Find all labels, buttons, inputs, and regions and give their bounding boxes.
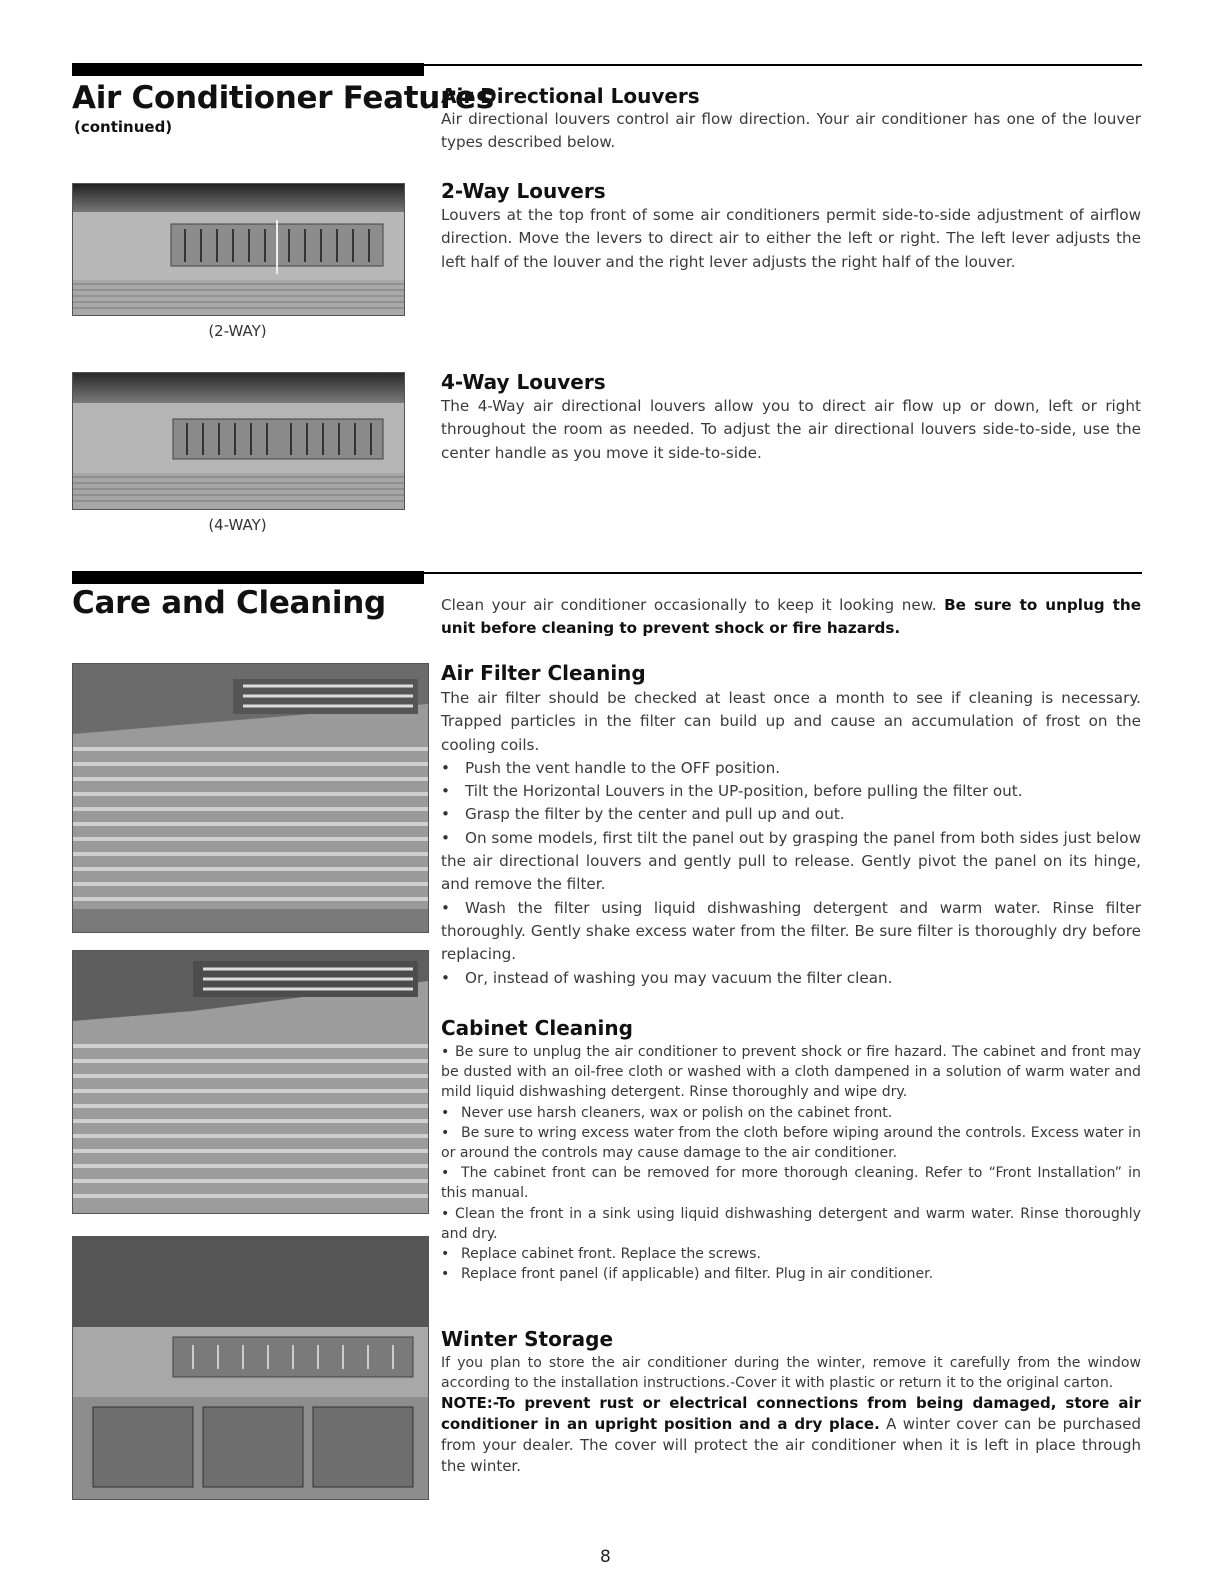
four-way-louver-photo xyxy=(72,372,405,510)
louvers-text: Air directional louvers control air flow direction. Your air conditioner has one of the louver types described below. xyxy=(441,110,1141,152)
four-way-caption: (4-WAY) xyxy=(208,516,267,534)
two-way-text: Louvers at the top front of some air conditioners permit side-to-side adjustment of airflow direction. Move the levers to direct air to either the left or right. The left lever adjusts the left half of the louver and the right lever adjusts the right half of the louver. xyxy=(441,206,1141,271)
two-way-louver-photo xyxy=(72,183,405,316)
care-intro-warning: Be sure to unplug the unit before cleaning to prevent shock or fire hazards. xyxy=(441,596,1142,638)
page-title-features: Air Conditioner Features xyxy=(72,80,494,116)
list-item: • Grasp the filter by the center and pull up and out. xyxy=(441,805,845,824)
air-filter-heading: Air Filter Cleaning xyxy=(441,661,646,685)
air-filter-photo xyxy=(72,663,429,933)
list-item: • Or, instead of washing you may vacuum the filter clean. xyxy=(441,968,893,987)
air-filter-list xyxy=(441,757,1141,990)
winter-storage-photo xyxy=(72,1236,429,1500)
list-item: • Be sure to unplug the air conditioner to prevent shock or fire hazard. The cabinet and front may be dusted with an oil-free cloth or washed with a cloth dampened in a solution of warm water and mild liquid dishwashing detergent. Rinse thoroughly and wipe dry. xyxy=(441,1044,1141,1101)
care-rule-thin xyxy=(424,572,1142,574)
cabinet-photo xyxy=(72,950,429,1214)
care-rule-thick xyxy=(72,571,424,584)
care-intro xyxy=(441,594,1141,641)
cabinet-body xyxy=(441,1042,1141,1284)
continued-label: (continued) xyxy=(74,118,173,136)
list-item: • Be sure to wring excess water from the cloth before wiping around the controls. Excess water in or around the controls may cause damage to the air conditioner. xyxy=(441,1124,1141,1162)
list-item: • Replace front panel (if applicable) and filter. Plug in air conditioner. xyxy=(441,1266,934,1283)
four-way-text: The 4-Way air directional louvers allow you to direct air flow up or down, left or right throughout the room as needed. To adjust the air directional louvers side-to-side, use the center handle as you move it side-to-side. xyxy=(441,397,1141,462)
list-item: • Push the vent handle to the OFF position. xyxy=(441,758,781,777)
two-way-caption: (2-WAY) xyxy=(208,322,267,340)
cabinet-list xyxy=(441,1042,1141,1284)
list-item: • On some models, first tilt the panel out by grasping the panel from both sides just below the air directional louvers and gently pull to release. Gently pivot the panel on its hinge, and remove the filter. xyxy=(441,828,1141,894)
air-filter-text: The air filter should be checked at least once a month to see if cleaning is necessary. Trapped particles in the filter can build up and cause an accumulation of frost on the cooling coils. xyxy=(441,689,1141,754)
two-way-heading: 2-Way Louvers xyxy=(441,179,606,203)
winter-note-rest: A winter cover can be purchased from your dealer. The cover will protect the air conditioner when it is left in place through the winter. xyxy=(441,1415,1141,1476)
page-number: 8 xyxy=(600,1547,611,1567)
care-intro-text: Clean your air conditioner occasionally to keep it looking new. xyxy=(441,596,937,614)
list-item: • Wash the filter using liquid dishwashing detergent and warm water. Rinse filter thoroughly. Gently shake excess water from the filter. Be sure filter is thoroughly dry before replacing. xyxy=(441,898,1141,964)
winter-heading: Winter Storage xyxy=(441,1327,614,1351)
section-rule-thick xyxy=(72,63,424,76)
winter-note xyxy=(441,1393,1141,1477)
air-filter-body xyxy=(441,687,1141,990)
list-item: • Tilt the Horizontal Louvers in the UP-position, before pulling the filter out. xyxy=(441,782,1023,801)
page-title-care: Care and Cleaning xyxy=(72,585,386,621)
winter-text: If you plan to store the air conditioner during the winter, remove it carefully from the window according to the installation instructions.-Cover it with plastic or return it to the original carton. xyxy=(441,1355,1141,1392)
winter-note-bold: NOTE:-To prevent rust or electrical connections from being damaged, store air conditioner in an upright position and a dry place. xyxy=(441,1394,1141,1434)
four-way-heading: 4-Way Louvers xyxy=(441,370,606,394)
list-item: • Never use harsh cleaners, wax or polish on the cabinet front. xyxy=(441,1104,893,1121)
list-item: • Replace cabinet front. Replace the screws. xyxy=(441,1246,762,1263)
list-item: • The cabinet front can be removed for more thorough cleaning. Refer to “Front Installation” in this manual. xyxy=(441,1165,1141,1202)
winter-body xyxy=(441,1353,1141,1477)
section-rule-thin xyxy=(424,64,1142,66)
louvers-heading: Air Directional Louvers xyxy=(441,84,700,108)
cabinet-heading: Cabinet Cleaning xyxy=(441,1016,633,1040)
list-item: • Clean the front in a sink using liquid dishwashing detergent and warm water. Rinse thoroughly and dry. xyxy=(441,1205,1141,1242)
